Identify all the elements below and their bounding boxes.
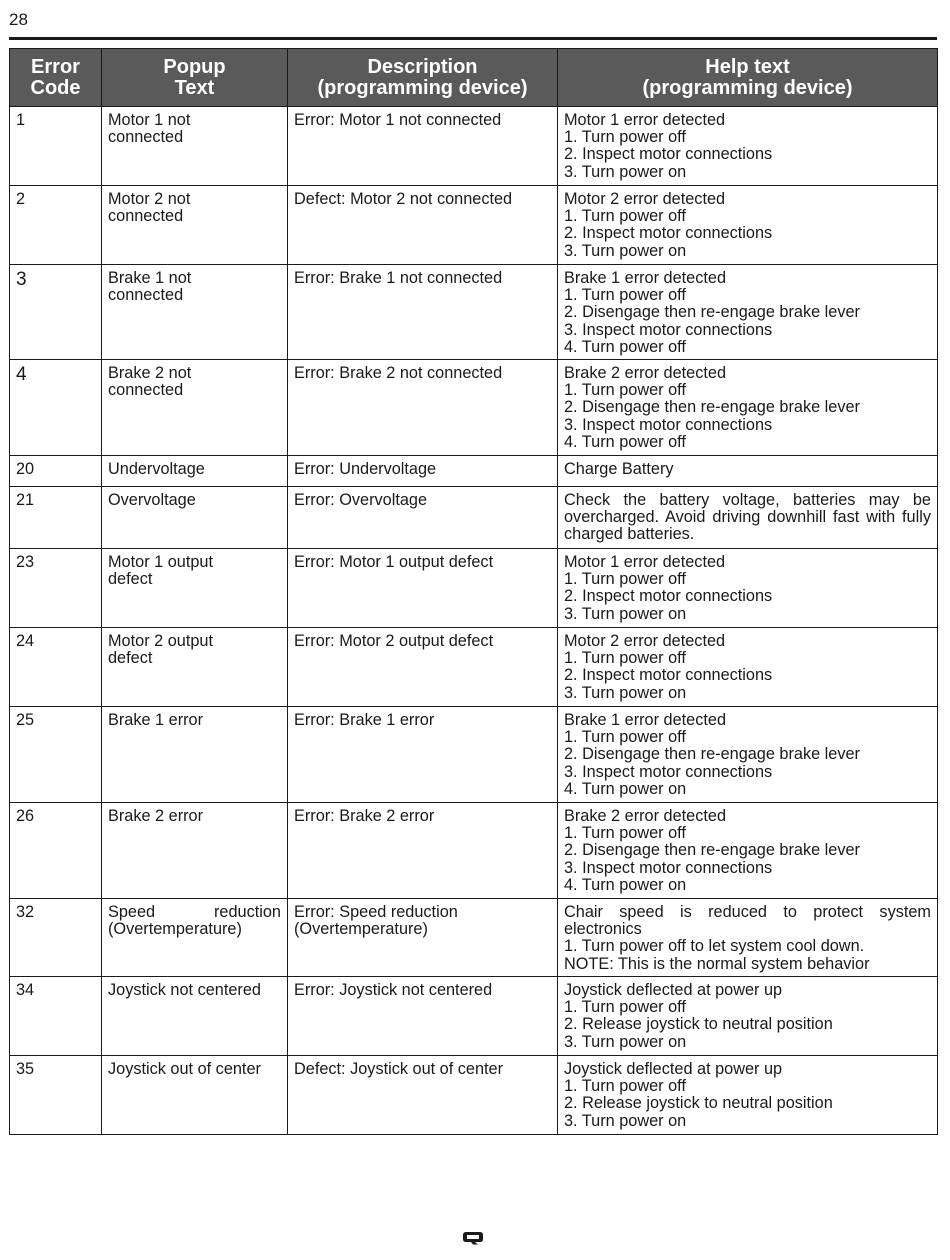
description-cell: Error: Motor 2 output defect [288,628,558,707]
popup-text-cell: Joystick not centered [102,977,288,1056]
help-text-cell: Brake 1 error detected 1. Turn power off 2. Disengage then re-engage brake lever 3. Inspect motor connections 4. Turn power off [558,265,938,360]
table-row [10,360,938,456]
table-row [10,265,938,360]
error-code-cell: 23 [10,549,102,628]
header-help-text: Help text (programming device) [558,49,938,107]
error-code-cell: 2 [10,186,102,265]
error-code-cell: 25 [10,707,102,803]
popup-text-cell: Motor 2 output defect [102,628,288,707]
error-code-cell: 4 [10,360,102,456]
header-rule [9,37,937,40]
description-cell: Error: Motor 1 output defect [288,549,558,628]
table-row [10,1056,938,1135]
error-code-cell: 32 [10,899,102,977]
popup-text-cell: Motor 2 not connected [102,186,288,265]
help-text-cell: Charge Battery [558,456,938,487]
description-cell: Error: Motor 1 not connected [288,107,558,186]
help-text-cell: Check the battery voltage, batteries may be overcharged. Avoid driving downhill fast with fully charged batteries. [558,487,938,549]
header-popup-text: Popup Text [102,49,288,107]
error-code-cell: 34 [10,977,102,1056]
table-row [10,487,938,549]
table-row [10,803,938,899]
popup-text-cell: Speed reduction (Overtemperature) [102,899,288,977]
error-code-cell: 35 [10,1056,102,1135]
table-row [10,549,938,628]
help-text-cell: Motor 1 error detected 1. Turn power off 2. Inspect motor connections 3. Turn power on [558,107,938,186]
popup-text-cell: Overvoltage [102,487,288,549]
table-row [10,707,938,803]
table-row [10,186,938,265]
help-text-cell: Chair speed is reduced to protect system electronics 1. Turn power off to let system cool down. NOTE: This is the normal system behavior [558,899,938,977]
popup-text-cell: Motor 1 not connected [102,107,288,186]
help-text-cell: Motor 2 error detected 1. Turn power off 2. Inspect motor connections 3. Turn power on [558,186,938,265]
table-row [10,107,938,186]
help-text-cell: Motor 2 error detected 1. Turn power off 2. Inspect motor connections 3. Turn power on [558,628,938,707]
description-cell: Error: Joystick not centered [288,977,558,1056]
table-row [10,456,938,487]
description-cell: Error: Brake 1 not connected [288,265,558,360]
popup-text-cell: Brake 2 error [102,803,288,899]
help-text-cell: Motor 1 error detected 1. Turn power off 2. Inspect motor connections 3. Turn power on [558,549,938,628]
description-cell: Defect: Motor 2 not connected [288,186,558,265]
help-text-cell: Brake 2 error detected 1. Turn power off 2. Disengage then re-engage brake lever 3. Inspect motor connections 4. Turn power off [558,360,938,456]
error-code-table [9,48,938,1135]
error-code-cell: 1 [10,107,102,186]
description-cell: Defect: Joystick out of center [288,1056,558,1135]
header-error-code: Error Code [10,49,102,107]
help-text-cell: Brake 2 error detected 1. Turn power off 2. Disengage then re-engage brake lever 3. Inspect motor connections 4. Turn power on [558,803,938,899]
popup-text-cell: Brake 2 not connected [102,360,288,456]
error-code-cell: 26 [10,803,102,899]
error-code-cell: 24 [10,628,102,707]
description-cell: Error: Speed reduction (Overtemperature) [288,899,558,977]
page-number: 28 [9,10,28,29]
popup-text-cell: Joystick out of center [102,1056,288,1135]
header-description: Description (programming device) [288,49,558,107]
description-cell: Error: Brake 2 not connected [288,360,558,456]
popup-text-cell: Brake 1 error [102,707,288,803]
description-cell: Error: Brake 1 error [288,707,558,803]
popup-text-cell: Brake 1 not connected [102,265,288,360]
table-row [10,899,938,977]
q-logo-icon [461,1231,485,1245]
table-header-row [10,49,938,107]
help-text-cell: Joystick deflected at power up 1. Turn power off 2. Release joystick to neutral position 3. Turn power on [558,1056,938,1135]
table-row [10,628,938,707]
description-cell: Error: Overvoltage [288,487,558,549]
description-cell: Error: Undervoltage [288,456,558,487]
description-cell: Error: Brake 2 error [288,803,558,899]
error-code-cell: 21 [10,487,102,549]
popup-text-cell: Motor 1 output defect [102,549,288,628]
popup-text-cell: Undervoltage [102,456,288,487]
error-code-cell: 20 [10,456,102,487]
help-text-cell: Brake 1 error detected 1. Turn power off 2. Disengage then re-engage brake lever 3. Inspect motor connections 4. Turn power on [558,707,938,803]
help-text-cell: Joystick deflected at power up 1. Turn power off 2. Release joystick to neutral position 3. Turn power on [558,977,938,1056]
error-code-cell: 3 [10,265,102,360]
table-row [10,977,938,1056]
